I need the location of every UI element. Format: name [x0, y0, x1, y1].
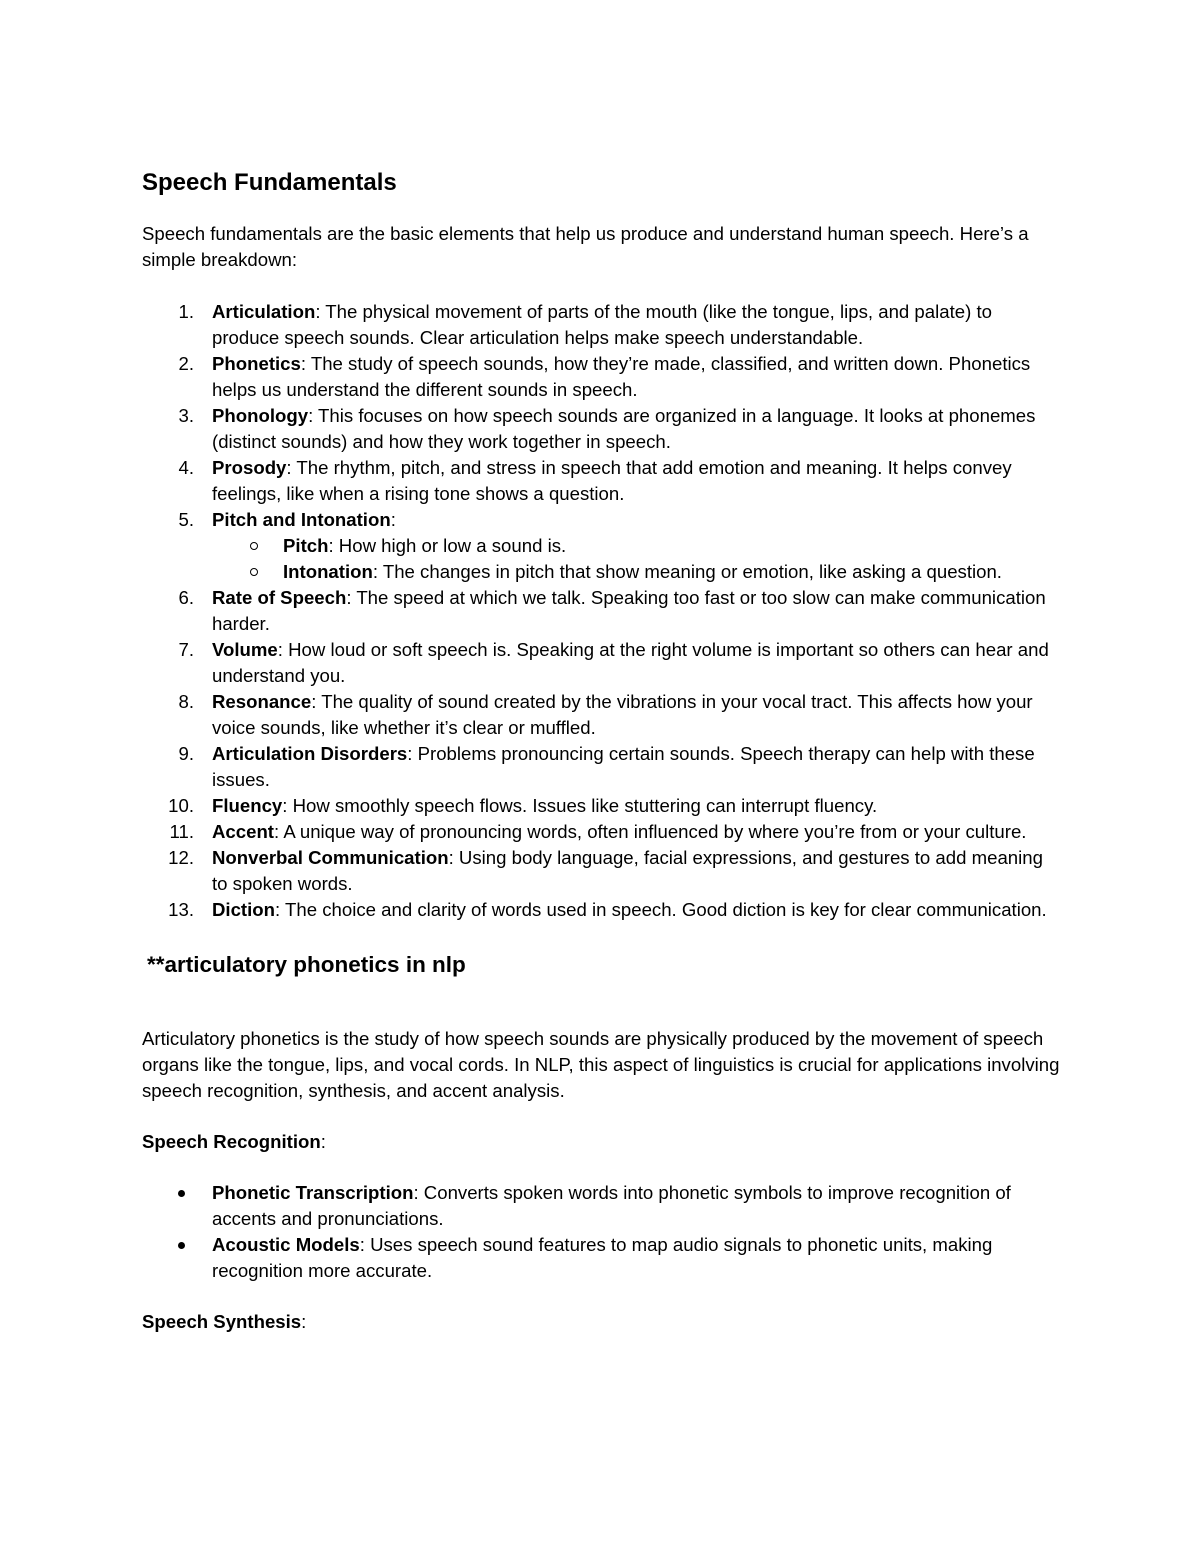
list-term: Fluency: [212, 795, 283, 816]
list-number: 5.: [178, 509, 194, 530]
sub-list: [212, 533, 1062, 585]
list-item: [142, 793, 1062, 819]
fundamentals-list: [142, 299, 1062, 923]
section-paragraph: Articulatory phonetics is the study of how speech sounds are physically produced by the movement of speech organs like the tongue, lips, and vocal cords. In NLP, this aspect of linguistics is crucial for applications involving speech recognition, synthesis, and accent analysis.: [142, 1028, 1060, 1101]
list-item: [142, 845, 1062, 897]
bullet-term: Acoustic Models: [212, 1234, 360, 1255]
list-item: [142, 585, 1062, 637]
list-text: : A unique way of pronouncing words, often influenced by where you’re from or your culture.: [274, 821, 1027, 842]
page-title: Speech Fundamentals: [142, 169, 397, 196]
sub-list-item: [212, 533, 1062, 559]
list-term: Nonverbal Communication: [212, 847, 449, 868]
bullet-item: [142, 1180, 1062, 1232]
bullet-dot-icon: [178, 1190, 185, 1197]
list-text: : The choice and clarity of words used in speech. Good diction is key for clear communication.: [275, 899, 1047, 920]
list-text: : The study of speech sounds, how they’re made, classified, and written down. Phonetics helps us understand the different sounds in speech.: [212, 353, 1031, 400]
list-text: : Problems pronouncing certain sounds. Speech therapy can help with these issues.: [212, 743, 1035, 790]
recognition-bullet-list: [142, 1180, 1062, 1284]
list-number: 7.: [178, 639, 194, 660]
circle-bullet-icon: [250, 542, 258, 550]
list-item: [142, 351, 1062, 403]
list-number: 6.: [178, 587, 194, 608]
list-number: 9.: [178, 743, 194, 764]
sub-list-item: [212, 559, 1062, 585]
list-text: :: [390, 509, 396, 530]
list-text: : This focuses on how speech sounds are organized in a language. It looks at phonemes (distinct sounds) and how they work together in speech.: [212, 405, 1036, 452]
list-text: : The speed at which we talk. Speaking too fast or too slow can make communication harder.: [212, 587, 1046, 634]
list-item: [142, 819, 1062, 845]
subheading-label: Speech Recognition: [142, 1131, 321, 1152]
subheading-colon: :: [301, 1311, 307, 1332]
list-term: Rate of Speech: [212, 587, 347, 608]
bullet-dot-icon: [178, 1242, 185, 1249]
list-number: 10.: [168, 795, 194, 816]
bullet-term: Phonetic Transcription: [212, 1182, 414, 1203]
list-term: Diction: [212, 899, 276, 920]
list-number: 3.: [178, 405, 194, 426]
list-number: 4.: [178, 457, 194, 478]
list-term: Prosody: [212, 457, 287, 478]
section-heading: **articulatory phonetics in nlp: [147, 952, 466, 977]
list-item: [142, 897, 1062, 923]
list-text: : Using body language, facial expressions, and gestures to add meaning to spoken words.: [212, 847, 1043, 894]
list-text: : The physical movement of parts of the mouth (like the tongue, lips, and palate) to produce speech sounds. Clear articulation helps make speech understandable.: [212, 301, 992, 348]
bullet-item: [142, 1232, 1062, 1284]
subheading-colon: :: [320, 1131, 326, 1152]
list-item: [142, 507, 1062, 585]
list-term: Phonology: [212, 405, 309, 426]
list-text: : How smoothly speech flows. Issues like stuttering can interrupt fluency.: [282, 795, 878, 816]
list-number: 13.: [168, 899, 194, 920]
list-item: [142, 455, 1062, 507]
bullet-text: : Converts spoken words into phonetic symbols to improve recognition of accents and pronunciations.: [212, 1182, 1011, 1229]
list-term: Resonance: [212, 691, 312, 712]
list-item: [142, 299, 1062, 351]
list-item: [142, 741, 1062, 793]
intro-paragraph: Speech fundamentals are the basic elements that help us produce and understand human speech. Here’s a simple breakdown:: [142, 223, 1029, 270]
list-number: 8.: [178, 691, 194, 712]
list-number: 1.: [178, 301, 194, 322]
speech-recognition-heading: [142, 1129, 1062, 1155]
list-item: [142, 403, 1062, 455]
sub-list-text: : How high or low a sound is.: [328, 535, 567, 556]
bullet-text: : Uses speech sound features to map audio signals to phonetic units, making recognition more accurate.: [212, 1234, 993, 1281]
circle-bullet-icon: [250, 568, 258, 576]
list-text: : The quality of sound created by the vibrations in your vocal tract. This affects how your voice sounds, like whether it’s clear or muffled.: [212, 691, 1033, 738]
sub-list-term: Intonation: [283, 561, 373, 582]
list-term: Pitch and Intonation: [212, 509, 391, 530]
list-text: : The rhythm, pitch, and stress in speech that add emotion and meaning. It helps convey feelings, like when a rising tone shows a question.: [212, 457, 1012, 504]
list-item: [142, 637, 1062, 689]
speech-synthesis-heading: [142, 1309, 1062, 1335]
list-term: Volume: [212, 639, 278, 660]
sub-list-term: Pitch: [283, 535, 329, 556]
list-number: 11.: [169, 821, 194, 842]
list-item: [142, 689, 1062, 741]
list-term: Phonetics: [212, 353, 301, 374]
list-number: 12.: [168, 847, 194, 868]
list-term: Articulation Disorders: [212, 743, 408, 764]
subheading-label: Speech Synthesis: [142, 1311, 302, 1332]
sub-list-text: : The changes in pitch that show meaning or emotion, like asking a question.: [372, 561, 1002, 582]
list-number: 2.: [178, 353, 194, 374]
list-term: Accent: [212, 821, 275, 842]
document-content: [142, 166, 1062, 1335]
list-term: Articulation: [212, 301, 316, 322]
list-text: : How loud or soft speech is. Speaking at the right volume is important so others can hear and understand you.: [212, 639, 1049, 686]
